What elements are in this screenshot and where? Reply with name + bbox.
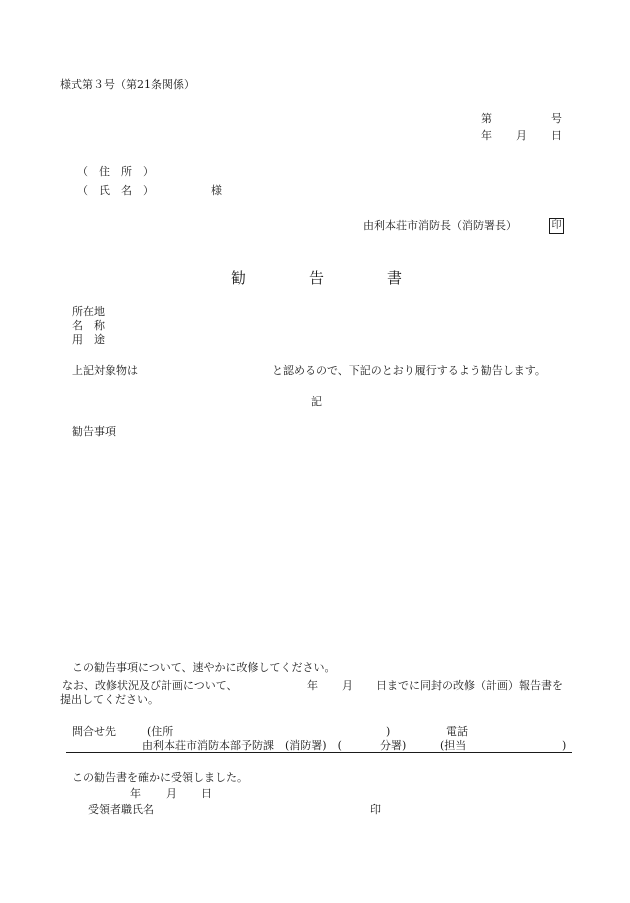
issuer-seal: 印 — [549, 218, 564, 234]
title-char-3: 書 — [387, 269, 403, 287]
request-line-2a: なお、改修状況及び計画について、 — [62, 679, 238, 692]
contact-phone: 電話 — [446, 725, 468, 738]
statement-prefix: 上記対象物は — [72, 364, 138, 377]
doc-number-dai: 第 — [481, 112, 492, 125]
request-line-2-month: 月 — [342, 679, 353, 692]
request-line-2b: 日までに同封の改修（計画）報告書を — [376, 679, 563, 692]
contact-dept: 由利本荘市消防本部予防課 (消防署) ( — [142, 739, 342, 752]
contact-person-open: (担当 — [440, 739, 467, 752]
contact-person-close: ) — [562, 739, 567, 752]
receipt-seal: 印 — [370, 803, 381, 816]
doc-number-go: 号 — [551, 112, 562, 125]
receipt-year: 年 — [130, 787, 141, 800]
statement-suffix: と認めるので、下記のとおり履行するよう勧告します。 — [272, 364, 546, 377]
form-label: 様式第３号（第21条関係） — [60, 78, 195, 91]
contact-divider — [66, 752, 572, 753]
addressee-sama: 様 — [211, 184, 222, 197]
date-year: 年 — [481, 129, 492, 142]
receipt-name-label: 受領者職氏名 — [88, 803, 154, 816]
issuer-name: 由利本荘市消防長（消防署長） — [363, 219, 517, 232]
contact-address-open: (住所 — [147, 725, 174, 738]
addressee-name: （ 氏 名 ） — [77, 184, 154, 197]
title-char-1: 勧 — [231, 269, 247, 287]
items-label: 勧告事項 — [72, 425, 116, 438]
request-line-1: この勧告事項について、速やかに改修してください。 — [72, 661, 336, 674]
contact-branch: 分署) — [380, 739, 407, 752]
field-name: 名 称 — [72, 319, 105, 332]
field-use: 用 途 — [72, 333, 105, 346]
request-line-3: 提出してください。 — [60, 693, 159, 706]
ki-label: 記 — [311, 395, 322, 408]
addressee-address: （ 住 所 ） — [77, 165, 154, 178]
receipt-month: 月 — [166, 787, 177, 800]
date-month: 月 — [516, 129, 527, 142]
contact-address-close: ) — [386, 725, 391, 738]
field-location: 所在地 — [72, 305, 105, 318]
date-day: 日 — [551, 129, 562, 142]
receipt-line: この勧告書を確かに受領しました。 — [72, 771, 248, 784]
contact-label: 問合せ先 — [72, 725, 116, 738]
title-char-2: 告 — [309, 269, 325, 287]
request-line-2-year: 年 — [307, 679, 318, 692]
receipt-day: 日 — [201, 787, 212, 800]
